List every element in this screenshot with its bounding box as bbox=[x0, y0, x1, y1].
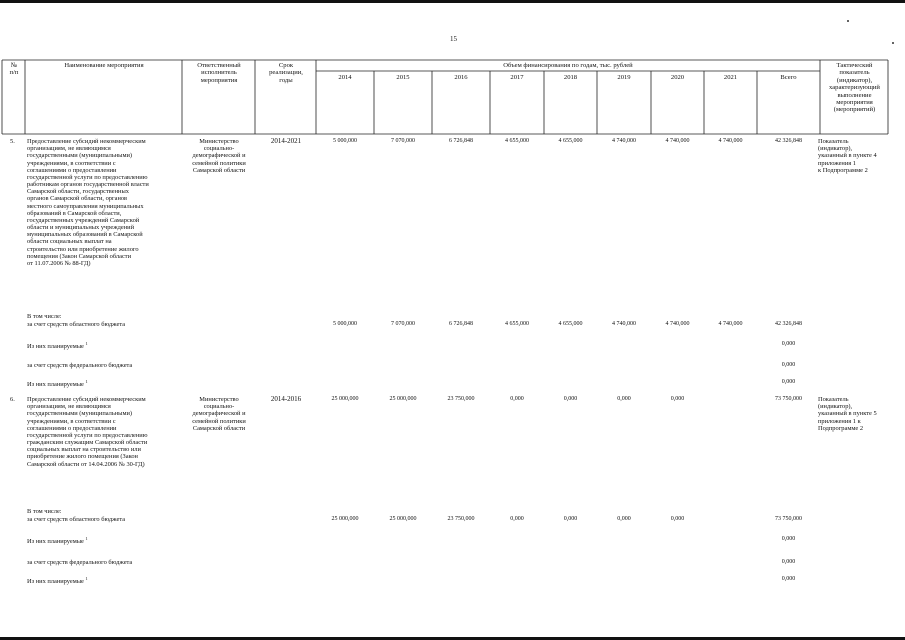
measure-name: Предоставление субсидий некоммерческим организациям, не являющимся государственными (муниципальными) учреждениями, в соответствии с соглашениями о предоставлении государственной услуги по предоставлению гражданским служащим Самарской области социальных выплат на строительство или приобретение жилого помещения (Закон Самарской области от 14.04.2006 № 30-ГД) bbox=[27, 396, 148, 468]
value-2020: 4 740,000 bbox=[665, 138, 690, 144]
value-2018: 0,000 bbox=[563, 396, 578, 402]
header-indicator: Тактический показатель (индикатор), характеризующий выполнение мероприятия (мероприятий) bbox=[829, 62, 880, 114]
header-num: № п/п bbox=[9, 62, 19, 77]
regional-total: 42 326,848 bbox=[775, 321, 802, 327]
federal-budget-label: за счет средств федерального бюджета bbox=[27, 559, 133, 566]
header-year: 2017 bbox=[510, 74, 524, 81]
measure-name: Предоставление субсидий некоммерческим организациям, не являющимся государственными (муниципальными) учреждениями, в соответствии с соглашениями о предоставлении государственной услуги по предоставлению работникам органов государственной власти Самарской области, государственных органов Самарской области, органов местного самоуправления муниципальных образований в Самарской области, государственных учреждений Самарской области и муниципальных учреждений муниципальных образований в Самарской области социальных выплат на строительство или приобретение жилого помещения (Закон Самарской области от 11.07.2006 № 88-ГД) bbox=[27, 138, 149, 267]
regional-2021: 4 740,000 bbox=[718, 321, 743, 327]
value-2016: 23 750,000 bbox=[447, 396, 475, 402]
value-2020: 0,000 bbox=[670, 396, 685, 402]
federal-total: 0,000 bbox=[781, 362, 796, 368]
regional-total: 73 750,000 bbox=[775, 516, 802, 522]
value-2019: 0,000 bbox=[617, 396, 631, 402]
header-name: Наименование мероприятия bbox=[64, 62, 144, 69]
including-label: В том числе: bbox=[27, 508, 62, 515]
planned-label: Из них планируемые $^1$ bbox=[27, 379, 88, 389]
header-total: Всего bbox=[780, 74, 797, 81]
indicator: Показатель (индикатор), указанный в пункте 4 приложения 1 к Подпрограмме 2 bbox=[818, 138, 877, 174]
regional-2019: 0,000 bbox=[617, 516, 631, 522]
value-2014: 25 000,000 bbox=[331, 396, 359, 402]
regional-budget-label: за счет средств областного бюджета bbox=[27, 516, 126, 523]
indicator: Показатель (индикатор), указанный в пункте 5 приложения 1 к Подпрограмме 2 bbox=[818, 396, 877, 432]
value-2018: 4 655,000 bbox=[558, 138, 583, 144]
planned-total: 0,000 bbox=[781, 536, 796, 542]
value-2017: 4 655,000 bbox=[505, 138, 529, 144]
executor: Министерство социально- демографической и семейной политики Самарской области bbox=[192, 138, 246, 174]
value-2015: 7 070,000 bbox=[391, 138, 415, 144]
value-total: 73 750,000 bbox=[775, 396, 802, 402]
term: 2014-2021 bbox=[270, 137, 302, 145]
regional-2018: 4 655,000 bbox=[558, 321, 583, 327]
regional-2017: 0,000 bbox=[510, 516, 524, 522]
federal-budget-label: за счет средств федерального бюджета bbox=[27, 362, 133, 369]
header-funding: Объем финансирования по годам, тыс. рублей bbox=[503, 62, 633, 69]
planned-total: 0,000 bbox=[781, 341, 796, 347]
federal-total: 0,000 bbox=[781, 559, 796, 565]
header-year: 2020 bbox=[670, 74, 685, 81]
regional-2017: 4 655,000 bbox=[505, 321, 529, 327]
header-year: 2021 bbox=[723, 74, 738, 81]
regional-2015: 25 000,000 bbox=[389, 516, 417, 522]
regional-2020: 4 740,000 bbox=[665, 321, 690, 327]
value-2021: 4 740,000 bbox=[718, 138, 743, 144]
page-number: 15 bbox=[450, 35, 457, 43]
regional-2020: 0,000 bbox=[670, 516, 685, 522]
header-year: 2018 bbox=[563, 74, 578, 81]
header-year: 2014 bbox=[338, 74, 352, 81]
regional-2019: 4 740,000 bbox=[612, 321, 636, 327]
regional-2015: 7 070,000 bbox=[391, 321, 415, 327]
value-2019: 4 740,000 bbox=[612, 138, 636, 144]
planned-label: Из них планируемые $^1$ bbox=[27, 341, 88, 351]
value-2015: 25 000,000 bbox=[389, 396, 417, 402]
regional-2018: 0,000 bbox=[563, 516, 578, 522]
regional-budget-label: за счет средств областного бюджета bbox=[27, 321, 126, 328]
row-number: 6. bbox=[10, 396, 15, 403]
header-year: 2019 bbox=[617, 74, 631, 81]
term: 2014-2016 bbox=[270, 395, 302, 403]
header-year: 2015 bbox=[396, 74, 410, 81]
including-label: В том числе: bbox=[27, 313, 62, 320]
regional-2014: 5 000,000 bbox=[333, 321, 357, 327]
header-year: 2016 bbox=[454, 74, 468, 81]
planned-label: Из них планируемые $^1$ bbox=[27, 576, 88, 586]
regional-2014: 25 000,000 bbox=[331, 516, 359, 522]
planned-total: 0,000 bbox=[781, 576, 796, 582]
regional-2016: 23 750,000 bbox=[447, 516, 475, 522]
header-term: Срок реализации, годы bbox=[269, 62, 303, 84]
value-2016: 6 726,848 bbox=[449, 138, 473, 144]
header-executor: Ответственный исполнитель мероприятия bbox=[197, 62, 241, 84]
value-total: 42 326,848 bbox=[775, 138, 802, 144]
executor: Министерство социально- демографической и семейной политики Самарской области bbox=[192, 396, 246, 432]
value-2014: 5 000,000 bbox=[333, 138, 357, 144]
row-number: 5. bbox=[10, 138, 15, 145]
planned-total: 0,000 bbox=[781, 379, 796, 385]
value-2017: 0,000 bbox=[510, 396, 524, 402]
planned-label: Из них планируемые $^1$ bbox=[27, 536, 88, 546]
regional-2016: 6 726,848 bbox=[449, 321, 473, 327]
